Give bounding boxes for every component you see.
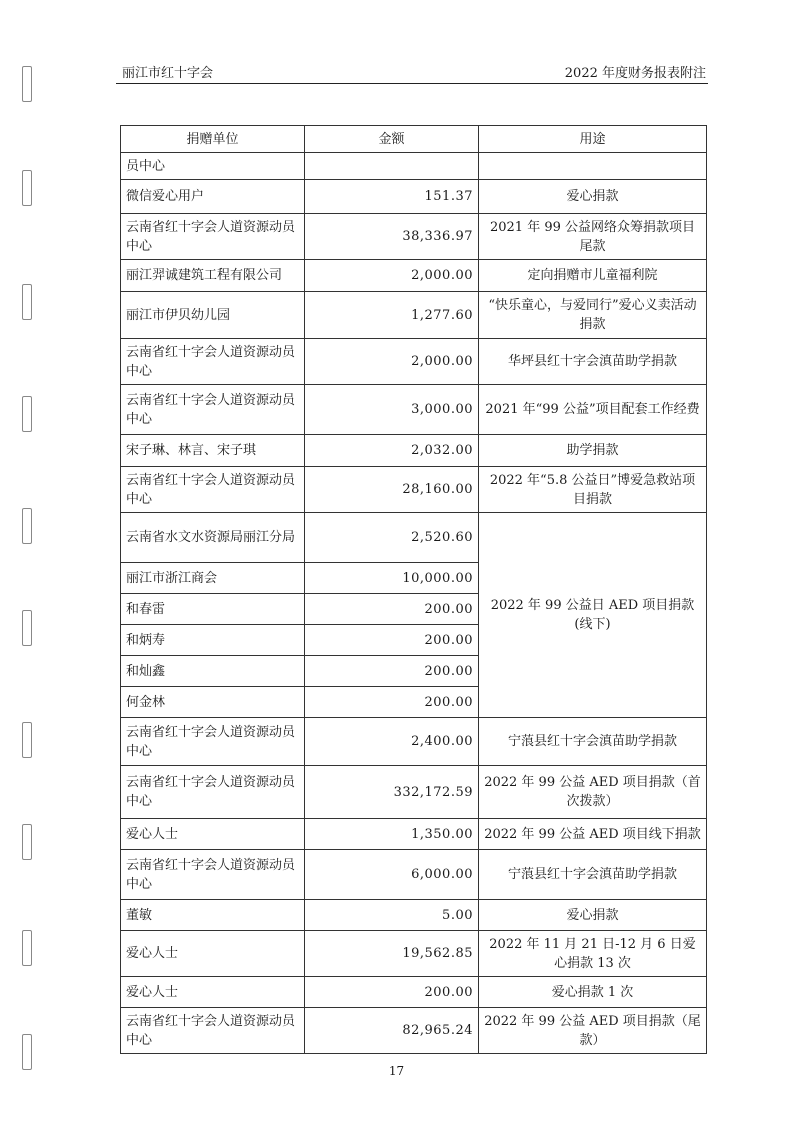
donor-cell: 爱心人士	[121, 819, 305, 850]
amount-cell: 200.00	[305, 687, 479, 718]
amount-cell: 5.00	[305, 900, 479, 931]
binder-hole-5	[22, 508, 32, 544]
table-row	[121, 339, 707, 385]
use-cell: 2022 年 99 公益 AED 项目捐款（尾款）	[479, 1008, 707, 1054]
donor-cell: 云南省红十字会人道资源动员中心	[121, 385, 305, 435]
donor-cell: 云南省红十字会人道资源动员中心	[121, 1008, 305, 1054]
column-header-use: 用途	[479, 126, 707, 153]
donor-cell: 云南省红十字会人道资源动员中心	[121, 718, 305, 766]
table-row	[121, 467, 707, 513]
donor-cell: 丽江市伊贝幼儿园	[121, 292, 305, 339]
table-row	[121, 850, 707, 900]
use-cell: 宁蒗县红十字会滇苗助学捐款	[479, 718, 707, 766]
amount-cell: 2,032.00	[305, 435, 479, 467]
amount-cell: 332,172.59	[305, 766, 479, 819]
use-cell: 华坪县红十字会滇苗助学捐款	[479, 339, 707, 385]
table-row	[121, 513, 707, 563]
header-rule	[116, 83, 708, 84]
donor-cell: 宋子琳、林言、宋子琪	[121, 435, 305, 467]
donations-table	[120, 125, 707, 1054]
amount-cell: 19,562.85	[305, 931, 479, 977]
donor-cell: 微信爱心用户	[121, 180, 305, 214]
amount-cell: 1,350.00	[305, 819, 479, 850]
use-cell	[479, 153, 707, 180]
donor-cell: 和春雷	[121, 594, 305, 625]
use-cell: 2021 年“99 公益”项目配套工作经费	[479, 385, 707, 435]
table-row	[121, 900, 707, 931]
table-row	[121, 1008, 707, 1054]
header-org-name: 丽江市红十字会	[122, 66, 214, 81]
use-cell: 2022 年 99 公益 AED 项目线下捐款	[479, 819, 707, 850]
table-row	[121, 153, 707, 180]
amount-cell: 10,000.00	[305, 563, 479, 594]
table-row	[121, 214, 707, 260]
table-row	[121, 292, 707, 339]
page-number: 17	[388, 1064, 405, 1078]
table-row	[121, 718, 707, 766]
use-cell: 爱心捐款	[479, 180, 707, 214]
donor-cell: 云南省红十字会人道资源动员中心	[121, 467, 305, 513]
amount-cell: 28,160.00	[305, 467, 479, 513]
table-row	[121, 435, 707, 467]
amount-cell: 151.37	[305, 180, 479, 214]
use-cell: 定向捐赠市儿童福利院	[479, 260, 707, 292]
use-cell: 助学捐款	[479, 435, 707, 467]
amount-cell: 6,000.00	[305, 850, 479, 900]
column-header-amount: 金额	[305, 126, 479, 153]
binder-hole-1	[22, 66, 32, 102]
amount-cell: 3,000.00	[305, 385, 479, 435]
donor-cell: 何金林	[121, 687, 305, 718]
use-cell: 宁蒗县红十字会滇苗助学捐款	[479, 850, 707, 900]
use-cell: 2021 年 99 公益网络众筹捐款项目尾款	[479, 214, 707, 260]
amount-cell: 38,336.97	[305, 214, 479, 260]
amount-cell: 2,000.00	[305, 260, 479, 292]
donor-cell: 和灿鑫	[121, 656, 305, 687]
donor-cell: 云南省红十字会人道资源动员中心	[121, 850, 305, 900]
amount-cell	[305, 153, 479, 180]
donor-cell: 和炳寿	[121, 625, 305, 656]
column-header-donor: 捐赠单位	[121, 126, 305, 153]
table-row	[121, 385, 707, 435]
donor-cell: 董敏	[121, 900, 305, 931]
binder-hole-4	[22, 396, 32, 432]
amount-cell: 200.00	[305, 625, 479, 656]
donor-cell: 云南省红十字会人道资源动员中心	[121, 766, 305, 819]
donor-cell: 云南省水文水资源局丽江分局	[121, 513, 305, 563]
use-cell: 2022 年“5.8 公益日”博爱急救站项目捐款	[479, 467, 707, 513]
table-row	[121, 977, 707, 1008]
header-doc-title: 2022 年度财务报表附注	[564, 66, 706, 81]
binder-hole-6	[22, 610, 32, 646]
use-cell: 2022 年 99 公益 AED 项目捐款（首次拨款）	[479, 766, 707, 819]
donor-cell: 爱心人士	[121, 977, 305, 1008]
use-cell: 爱心捐款 1 次	[479, 977, 707, 1008]
donor-cell: 爱心人士	[121, 931, 305, 977]
donor-cell: 员中心	[121, 153, 305, 180]
amount-cell: 82,965.24	[305, 1008, 479, 1054]
use-cell: 爱心捐款	[479, 900, 707, 931]
use-cell-merged: 2022 年 99 公益日 AED 项目捐款(线下)	[479, 513, 707, 718]
binder-hole-7	[22, 722, 32, 758]
amount-cell: 2,520.60	[305, 513, 479, 563]
table-row	[121, 766, 707, 819]
amount-cell: 1,277.60	[305, 292, 479, 339]
binder-hole-8	[22, 824, 32, 860]
table-header-row	[121, 126, 707, 153]
table-row	[121, 931, 707, 977]
donor-cell: 云南省红十字会人道资源动员中心	[121, 339, 305, 385]
binder-hole-2	[22, 170, 32, 206]
table-row	[121, 260, 707, 292]
table-row	[121, 819, 707, 850]
amount-cell: 2,400.00	[305, 718, 479, 766]
amount-cell: 200.00	[305, 594, 479, 625]
amount-cell: 200.00	[305, 656, 479, 687]
donor-cell: 丽江羿诚建筑工程有限公司	[121, 260, 305, 292]
donor-cell: 云南省红十字会人道资源动员中心	[121, 214, 305, 260]
amount-cell: 200.00	[305, 977, 479, 1008]
binder-hole-3	[22, 284, 32, 320]
use-cell: “快乐童心，与爱同行”爱心义卖活动捐款	[479, 292, 707, 339]
table-row	[121, 180, 707, 214]
binder-hole-9	[22, 930, 32, 966]
amount-cell: 2,000.00	[305, 339, 479, 385]
use-cell: 2022 年 11 月 21 日-12 月 6 日爱心捐款 13 次	[479, 931, 707, 977]
donor-cell: 丽江市浙江商会	[121, 563, 305, 594]
